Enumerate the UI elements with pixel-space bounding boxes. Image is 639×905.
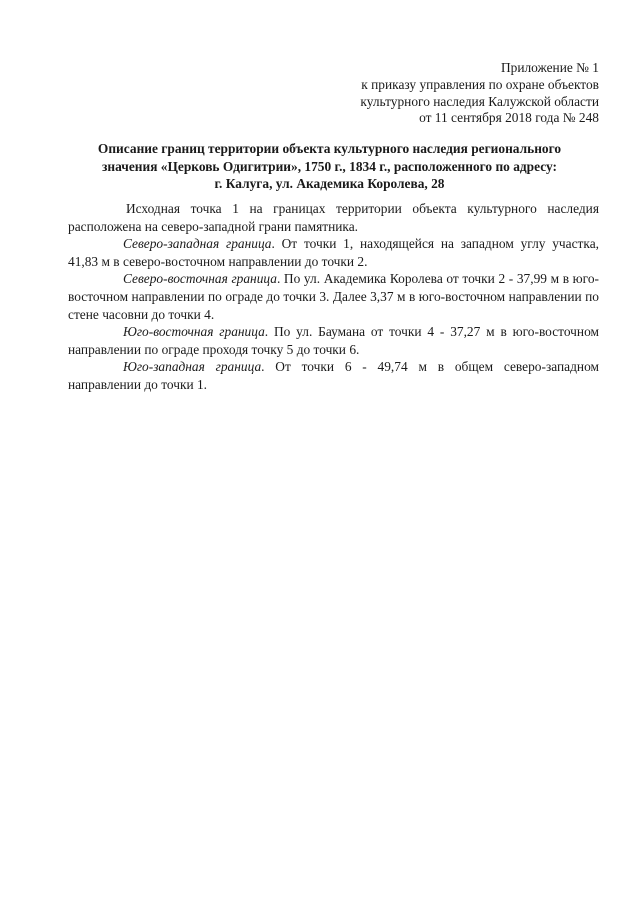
northeast-border-text: . По ул. Академика Королева от точки 2 - 37,99 м в юго-восточном направлении по ограде до точки 3. Далее 3,37 м в юго-восточном направлении по стене часовни до точки 4.	[68, 271, 599, 322]
appendix-header	[199, 60, 599, 127]
northwest-border-text: . От точки 1, находящейся на западном углу участка, 41,83 м в северо-восточном направлении до точки 2.	[68, 236, 599, 269]
appendix-number: Приложение № 1	[500, 60, 599, 75]
southeast-border-text: . По ул. Баумана от точки 4 - 37,27 м в юго-восточном направлении по ограде проходя точку 5 до точки 6.	[68, 324, 599, 357]
northwest-border-heading: Северо-западная граница	[123, 236, 272, 252]
appendix-order-ref: к приказу управления по охране объектов	[361, 76, 599, 92]
paragraph-northeast-border	[68, 270, 599, 323]
paragraph-southeast-border	[68, 323, 599, 358]
southeast-border-heading: Юго-восточная граница	[123, 324, 265, 340]
paragraph-southwest-border	[68, 358, 599, 393]
paragraph-starting-point	[68, 200, 599, 235]
title-line-3: г. Калуга, ул. Академика Королева, 28	[214, 176, 445, 191]
appendix-date: от 11 сентября 2018 года № 248	[419, 110, 599, 126]
title-line-1: Описание границ территории объекта культурного наследия регионального	[97, 141, 562, 156]
southwest-border-text: . От точки 6 - 49,74 м в общем северо-западном направлении до точки 1.	[68, 359, 599, 392]
northeast-border-heading: Северо-восточная граница	[123, 271, 277, 287]
paragraph-starting-point-text: Исходная точка 1 на границах территории объекта культурного наследия расположена на северо-западной грани памятника.	[68, 201, 599, 234]
document-body	[68, 200, 599, 394]
document-title	[60, 140, 599, 193]
appendix-authority: культурного наследия Калужской области	[360, 93, 599, 109]
title-line-2: значения «Церковь Одигитрии», 1750 г., 1834 г., расположенного по адресу:	[102, 158, 557, 174]
paragraph-northwest-border	[68, 235, 599, 270]
southwest-border-heading: Юго-западная граница	[123, 359, 262, 375]
